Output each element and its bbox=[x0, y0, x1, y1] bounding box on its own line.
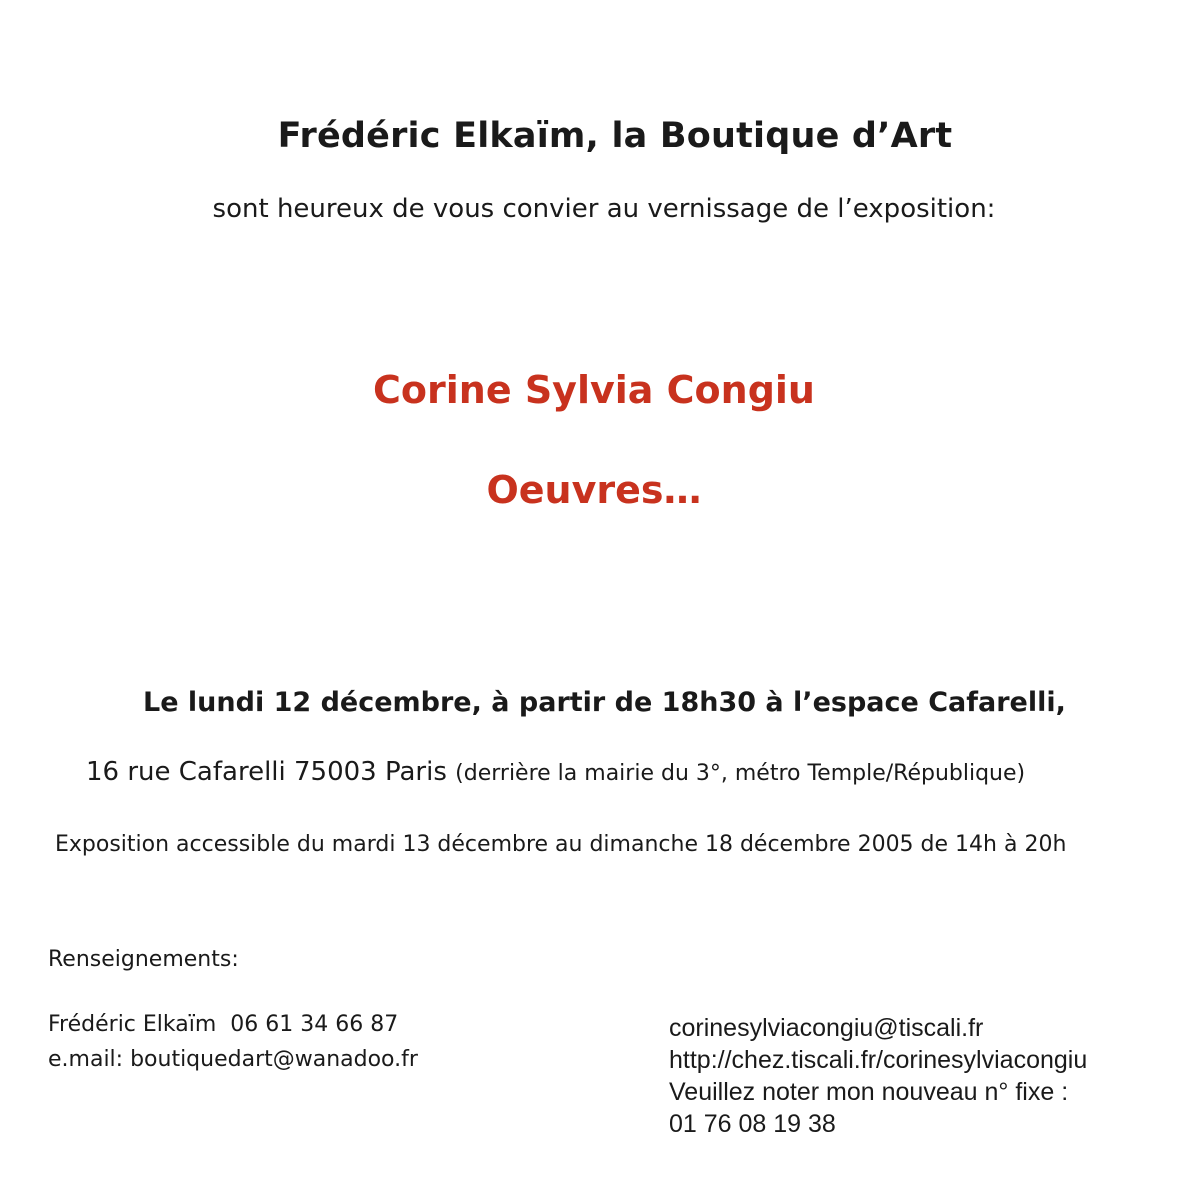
address-text: 16 rue Cafarelli 75003 Paris bbox=[86, 757, 447, 787]
exhibition-dates: Exposition accessible du mardi 13 décembre au dimanche 18 décembre 2005 de 14h à 20h bbox=[55, 832, 1067, 857]
artist-phone: 01 76 08 19 38 bbox=[669, 1110, 836, 1138]
address-note: (derrière la mairie du 3°, métro Temple/République) bbox=[455, 761, 1026, 786]
event-date-line: Le lundi 12 décembre, à partir de 18h30 à l’espace Cafarelli, bbox=[143, 687, 1066, 718]
contact-right bbox=[669, 1012, 1087, 1140]
contact-left bbox=[48, 1007, 418, 1077]
artist-name: Corine Sylvia Congiu bbox=[373, 368, 815, 412]
hosts-heading: Frédéric Elkaïm, la Boutique d’Art bbox=[277, 116, 953, 156]
event-address bbox=[86, 757, 1025, 787]
artist-website-link[interactable]: http://chez.tiscali.fr/corinesylviacongiu bbox=[669, 1046, 1088, 1074]
artist-email-link[interactable]: corinesylviacongiu@tiscali.fr bbox=[669, 1014, 984, 1042]
phone-note: Veuillez noter mon nouveau n° fixe : bbox=[669, 1078, 1069, 1106]
contact-email-link[interactable]: e.mail: boutiquedart@wanadoo.fr bbox=[48, 1047, 418, 1072]
contact-name-phone: Frédéric Elkaïm 06 61 34 66 87 bbox=[48, 1012, 399, 1037]
info-label: Renseignements: bbox=[48, 947, 239, 972]
invitation-text: sont heureux de vous convier au vernissage de l’exposition: bbox=[212, 194, 996, 224]
exhibition-title: Oeuvres… bbox=[486, 468, 702, 512]
